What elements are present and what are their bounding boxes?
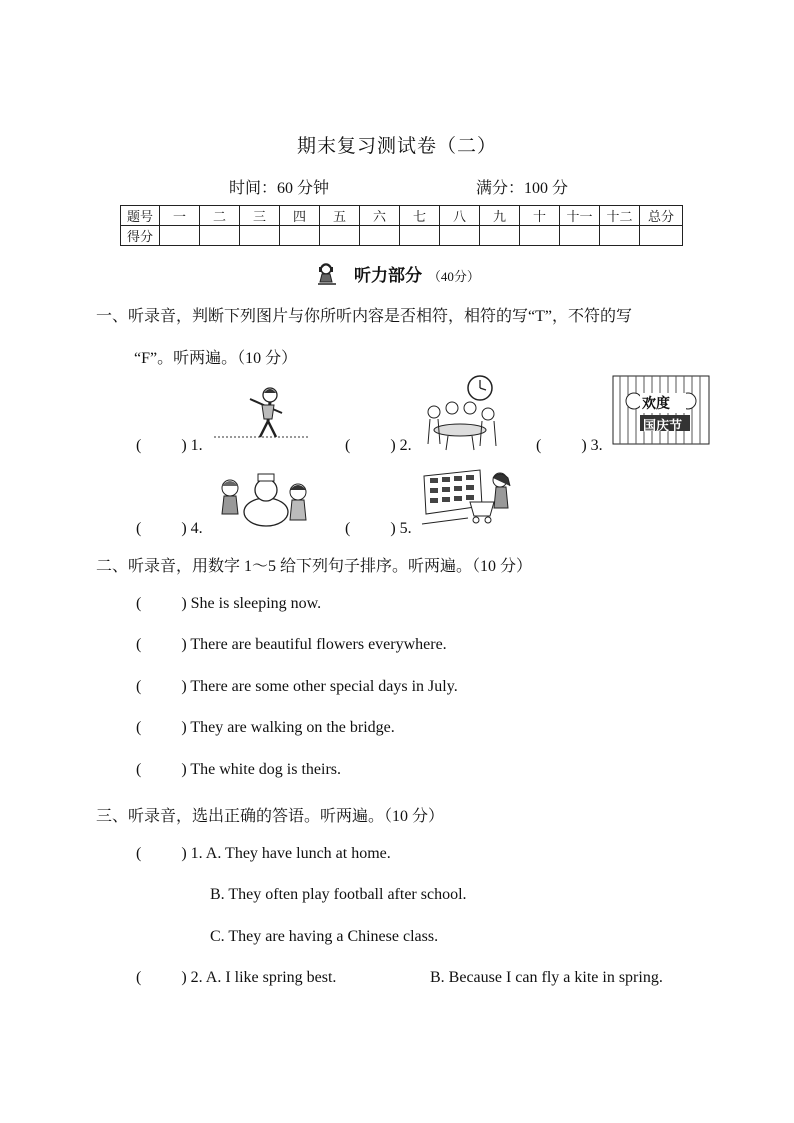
score-input-cell[interactable] xyxy=(200,226,240,246)
item-number: 1. xyxy=(190,845,203,862)
score-input-cell[interactable] xyxy=(320,226,360,246)
paren-open: ( xyxy=(136,520,142,537)
q2-sentence-4 xyxy=(136,719,395,737)
score-input-cell[interactable] xyxy=(600,226,640,246)
score-input-cell[interactable] xyxy=(240,226,280,246)
paren-close: ) xyxy=(181,437,187,454)
score-input-cell[interactable] xyxy=(520,226,560,246)
paren-open: ( xyxy=(136,595,142,612)
paren-open: ( xyxy=(136,437,142,454)
paren-close: ) xyxy=(181,719,187,736)
paren-close: ) xyxy=(390,520,396,537)
paren-close: ) xyxy=(181,636,187,653)
q3-title: 三、听录音，选出正确的答语。听两遍。（10 分） xyxy=(96,808,445,825)
option-a: A. I like spring best. xyxy=(205,969,337,986)
item-number: 5. xyxy=(399,520,412,537)
paren-open: ( xyxy=(136,719,142,736)
table-cell: 得分 xyxy=(121,226,160,246)
q2-sentence-5 xyxy=(136,761,341,779)
paren-close: ) xyxy=(181,595,187,612)
sentence-text: They are walking on the bridge. xyxy=(190,719,395,736)
paren-open: ( xyxy=(345,520,351,537)
score-label: 满分：100 分 xyxy=(476,180,569,197)
table-cell: 五 xyxy=(320,206,360,226)
q1-title-line2: “F”。听两遍。（10 分） xyxy=(134,350,298,367)
paren-close: ) xyxy=(390,437,396,454)
paren-open: ( xyxy=(536,437,542,454)
q3-item-1 xyxy=(136,845,391,863)
sentence-text: The white dog is theirs. xyxy=(190,761,342,778)
option-a: A. They have lunch at home. xyxy=(205,845,391,862)
paren-open: ( xyxy=(136,761,142,778)
paren-open: ( xyxy=(345,437,351,454)
table-cell: 二 xyxy=(200,206,240,226)
score-input-cell[interactable] xyxy=(280,226,320,246)
page-title: 期末复习测试卷（二） xyxy=(296,136,497,157)
q1-item-4 xyxy=(136,520,203,538)
q1-title-line1: 一、听录音，判断下列图片与你所听内容是否相符，相符的写“T”，不符的写 xyxy=(96,308,632,325)
table-cell: 十二 xyxy=(600,206,640,226)
paren-close: ) xyxy=(181,678,187,695)
item-number: 2. xyxy=(399,437,412,454)
sentence-text: There are some other special days in July. xyxy=(190,678,458,695)
sentence-text: She is sleeping now. xyxy=(190,595,322,612)
score-input-cell[interactable] xyxy=(440,226,480,246)
sentence-text: There are beautiful flowers everywhere. xyxy=(190,636,447,653)
paren-close: ) xyxy=(181,520,187,537)
option-b: B. Because I can fly a kite in spring. xyxy=(430,969,663,986)
q1-item-2 xyxy=(345,437,412,455)
score-table xyxy=(120,205,683,246)
option-b: B. They often play football after school. xyxy=(210,886,467,903)
item-number: 1. xyxy=(190,437,203,454)
paren-close: ) xyxy=(181,845,187,862)
paren-open: ( xyxy=(136,969,142,986)
score-input-cell[interactable] xyxy=(360,226,400,246)
q2-sentence-1 xyxy=(136,595,321,613)
score-input-cell[interactable] xyxy=(480,226,520,246)
section-title: 听力部分 xyxy=(353,266,422,286)
table-cell: 十一 xyxy=(560,206,600,226)
item-number: 4. xyxy=(190,520,203,537)
q1-item-5 xyxy=(345,520,412,538)
paren-open: ( xyxy=(136,636,142,653)
banner-text-top: 欢度 xyxy=(642,396,670,412)
table-cell: 十 xyxy=(520,206,560,226)
q2-sentence-3 xyxy=(136,678,458,696)
option-c: C. They are having a Chinese class. xyxy=(210,928,439,945)
table-cell: 八 xyxy=(440,206,480,226)
exercise-picture xyxy=(420,466,520,533)
table-cell: 题号 xyxy=(121,206,160,226)
q1-item-1 xyxy=(136,437,203,455)
score-input-cell[interactable] xyxy=(400,226,440,246)
score-input-cell[interactable] xyxy=(160,226,200,246)
table-cell: 七 xyxy=(400,206,440,226)
exercise-picture xyxy=(212,468,312,533)
score-input-cell[interactable] xyxy=(640,226,683,246)
item-number: 3. xyxy=(590,437,603,454)
exercise-picture xyxy=(420,374,500,461)
paren-open: ( xyxy=(136,678,142,695)
table-cell: 总分 xyxy=(640,206,683,226)
score-table-score-row xyxy=(121,226,683,246)
table-cell: 九 xyxy=(480,206,520,226)
q2-title: 二、听录音，用数字 1～5 给下列句子排序。听两遍。（10 分） xyxy=(96,558,533,575)
score-table-header-row xyxy=(121,206,683,226)
time-label: 时间：60 分钟 xyxy=(229,180,330,197)
paren-close: ) xyxy=(181,761,187,778)
paren-open: ( xyxy=(136,845,142,862)
national-day-banner-picture xyxy=(612,375,710,450)
section-header xyxy=(0,261,794,291)
paren-close: ) xyxy=(581,437,587,454)
q3-item-2 xyxy=(136,969,336,987)
q2-sentence-2 xyxy=(136,636,447,654)
exercise-picture xyxy=(212,383,312,446)
listening-icon xyxy=(314,262,342,291)
table-cell: 四 xyxy=(280,206,320,226)
q1-item-3 xyxy=(536,437,603,455)
item-number: 2. xyxy=(190,969,203,986)
score-input-cell[interactable] xyxy=(560,226,600,246)
banner-text-bottom: 国庆节 xyxy=(643,419,683,434)
table-cell: 六 xyxy=(360,206,400,226)
paren-close: ) xyxy=(181,969,187,986)
table-cell: 三 xyxy=(240,206,280,226)
table-cell: 一 xyxy=(160,206,200,226)
section-points: （40分） xyxy=(427,269,480,284)
